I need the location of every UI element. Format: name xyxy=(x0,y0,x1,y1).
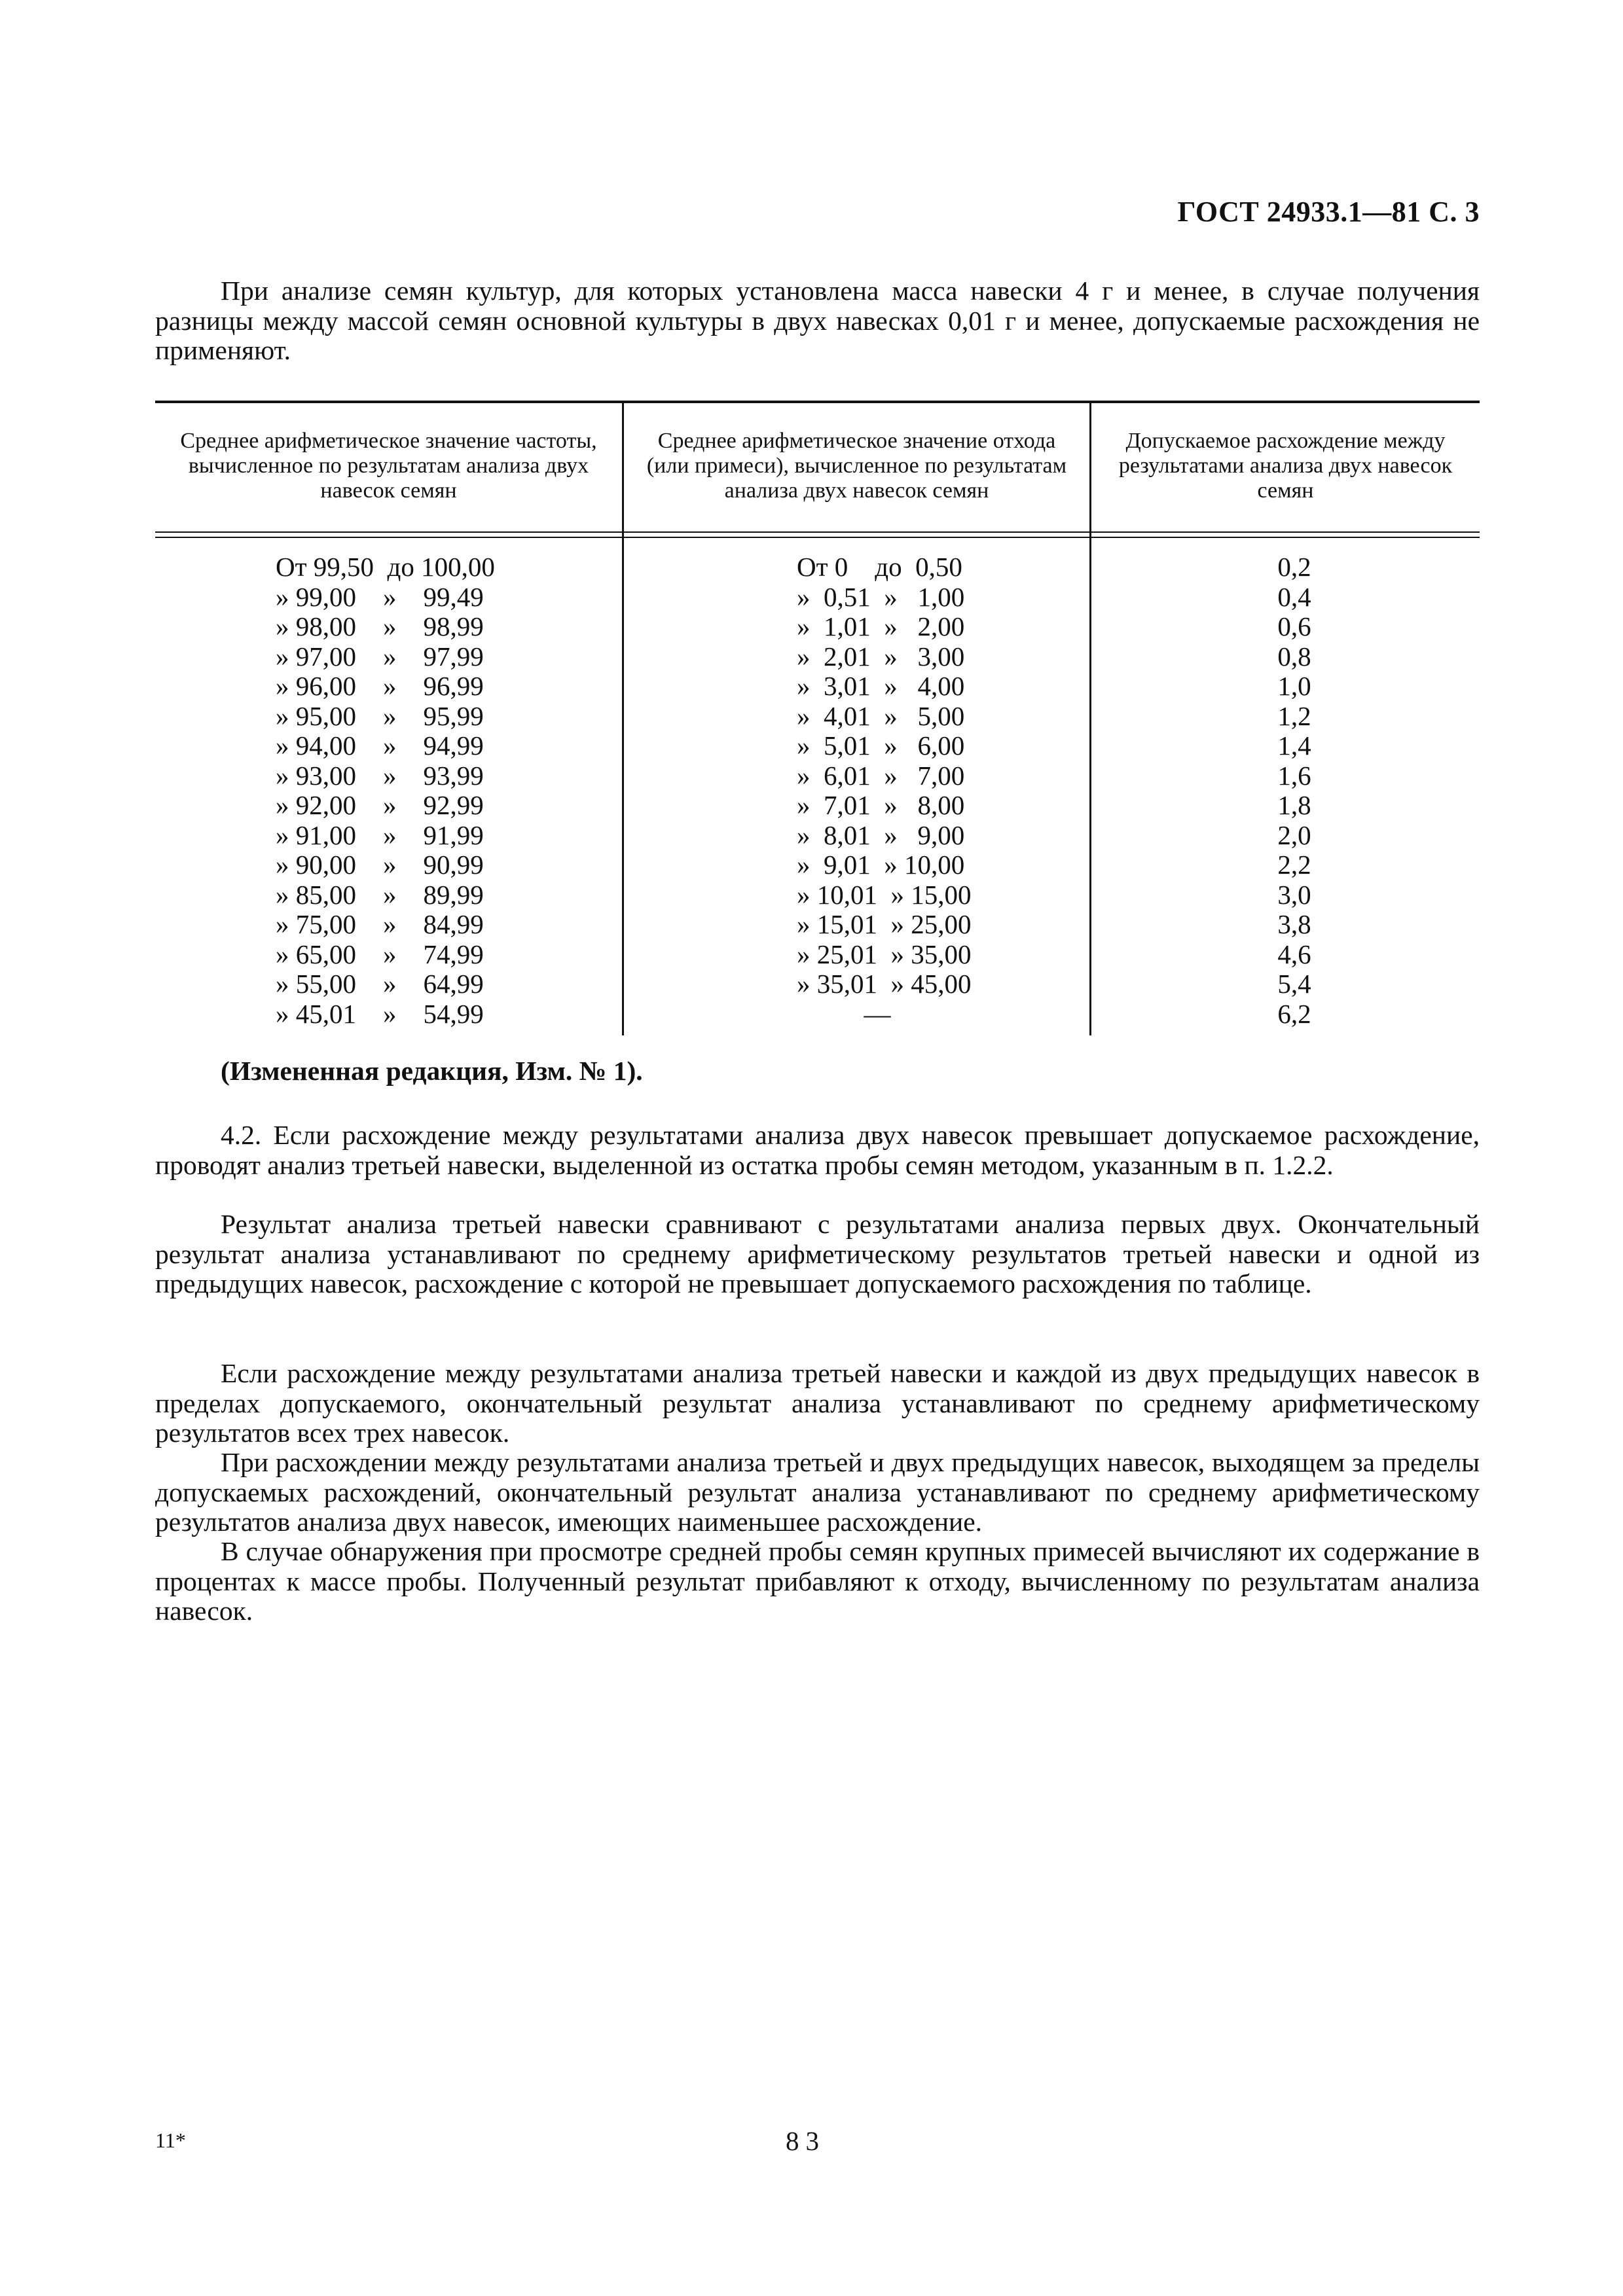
purity-range-cell: » 90,00 » 90,99 xyxy=(276,850,484,880)
tolerance-cell: 4,6 xyxy=(1277,939,1311,969)
tolerance-cell: 0,2 xyxy=(1277,552,1311,582)
purity-range-cell: От 99,50 до 100,00 xyxy=(276,552,495,582)
table-row xyxy=(155,702,1480,732)
waste-range-cell: » 10,01 » 15,00 xyxy=(797,879,972,910)
purity-range-cell: » 75,00 » 84,99 xyxy=(276,909,484,939)
table-row xyxy=(155,880,1480,910)
table-row xyxy=(155,940,1480,970)
paragraph: При расхождении между результатами анализа третьей и двух предыдущих навесок, выходящем за пределы допускаемых расхождений, окончательный результат анализа устанавливают по среднему арифметическому результатов анализа двух навесок, имеющих наименьшее расхождение. xyxy=(155,1447,1480,1537)
sheet-mark: 11* xyxy=(155,2128,186,2152)
table-body xyxy=(155,552,1480,1029)
table-row xyxy=(155,731,1480,761)
paragraph: Результат анализа третьей навески сравнивают с результатами анализа первых двух. Окончательный результат анализа устанавливают по среднему арифметическому результатов третьей навески и одной из предыдущих навесок, расхождение с которой не превышает допускаемого расхождения по таблице. xyxy=(155,1209,1480,1299)
waste-range-cell: — xyxy=(797,998,891,1029)
waste-range-cell: От 0 до 0,50 xyxy=(797,552,962,582)
revision-note: (Измененная редакция, Изм. № 1). xyxy=(221,1056,643,1086)
page-number: 83 xyxy=(786,2126,826,2156)
purity-range-cell: » 92,00 » 92,99 xyxy=(276,790,484,820)
table-row xyxy=(155,999,1480,1030)
table-row xyxy=(155,850,1480,880)
paragraph-4-2: 4.2. Если расхождение между результатами анализа двух навесок превышает допускаемое расхождение, проводят анализ третьей навески, выделенной из остатка пробы семян методом, указанным в п. 1.2.2. xyxy=(155,1120,1480,1180)
purity-range-cell: » 98,00 » 98,99 xyxy=(276,611,484,641)
intro-paragraph: При анализе семян культур, для которых установлена масса навески 4 г и менее, в случае получения разницы между массой семян основной культуры в двух навесках 0,01 г и менее, допускаемые расхождения не применяют. xyxy=(155,276,1480,365)
tolerance-table xyxy=(155,401,1480,1035)
tolerance-cell: 1,8 xyxy=(1277,790,1311,820)
tolerance-cell: 2,0 xyxy=(1277,819,1311,850)
waste-range-cell: » 35,01 » 45,00 xyxy=(797,969,972,999)
waste-range-cell: » 25,01 » 35,00 xyxy=(797,939,972,969)
paragraph: Если расхождение между результатами анализа третьей навески и каждой из двух предыдущих навесок в пределах допускаемого, окончательный результат анализа устанавливают по среднему арифметическому результатов всех трех навесок. xyxy=(155,1358,1480,1448)
waste-range-cell: » 7,01 » 8,00 xyxy=(797,790,965,820)
waste-range-cell: » 4,01 » 5,00 xyxy=(797,700,965,731)
table-row xyxy=(155,642,1480,672)
table-row xyxy=(155,791,1480,821)
waste-range-cell: » 9,01 » 10,00 xyxy=(797,850,965,880)
waste-range-cell: » 0,51 » 1,00 xyxy=(797,581,965,612)
table-row xyxy=(155,672,1480,702)
tolerance-cell: 5,4 xyxy=(1277,969,1311,999)
purity-range-cell: » 95,00 » 95,99 xyxy=(276,700,484,731)
table-header-rule-second xyxy=(155,537,1480,538)
purity-range-cell: » 65,00 » 74,99 xyxy=(276,939,484,969)
tolerance-cell: 1,4 xyxy=(1277,730,1311,761)
purity-range-cell: » 99,00 » 99,49 xyxy=(276,581,484,612)
table-header-cell-waste: Среднее арифметическое значение отхода (или примеси), вычисленное по результатам анализа двух навесок семян xyxy=(646,429,1067,503)
tolerance-cell: 1,6 xyxy=(1277,760,1311,791)
purity-range-cell: » 96,00 » 96,99 xyxy=(276,671,484,701)
waste-range-cell: » 8,01 » 9,00 xyxy=(797,819,965,850)
tolerance-cell: 1,2 xyxy=(1277,700,1311,731)
table-row xyxy=(155,821,1480,851)
purity-range-cell: » 97,00 » 97,99 xyxy=(276,641,484,672)
waste-range-cell: » 3,01 » 4,00 xyxy=(797,671,965,701)
tolerance-cell: 0,6 xyxy=(1277,611,1311,641)
waste-range-cell: » 15,01 » 25,00 xyxy=(797,909,972,939)
tolerance-cell: 0,8 xyxy=(1277,641,1311,672)
table-row xyxy=(155,910,1480,940)
tolerance-cell: 1,0 xyxy=(1277,671,1311,701)
table-row xyxy=(155,612,1480,642)
purity-range-cell: » 55,00 » 64,99 xyxy=(276,969,484,999)
paragraph: В случае обнаружения при просмотре средней пробы семян крупных примесей вычисляют их содержание в процентах к массе пробы. Полученный результат прибавляют к отходу, вычисленному по результатам анализа навесок. xyxy=(155,1536,1480,1626)
purity-range-cell: » 85,00 » 89,99 xyxy=(276,879,484,910)
table-header-cell-tolerance: Допускаемое расхождение между результатами анализа двух навесок семян xyxy=(1118,429,1453,503)
waste-range-cell: » 1,01 » 2,00 xyxy=(797,611,965,641)
tolerance-cell: 3,8 xyxy=(1277,909,1311,939)
waste-range-cell: » 2,01 » 3,00 xyxy=(797,641,965,672)
waste-range-cell: » 5,01 » 6,00 xyxy=(797,730,965,761)
tolerance-cell: 6,2 xyxy=(1277,998,1311,1029)
table-row xyxy=(155,583,1480,613)
table-row xyxy=(155,969,1480,999)
tolerance-cell: 2,2 xyxy=(1277,850,1311,880)
purity-range-cell: » 91,00 » 91,99 xyxy=(276,819,484,850)
purity-range-cell: » 93,00 » 93,99 xyxy=(276,760,484,791)
tolerance-cell: 3,0 xyxy=(1277,879,1311,910)
page-header: ГОСТ 24933.1—81 С. 3 xyxy=(1177,196,1480,228)
waste-range-cell: » 6,01 » 7,00 xyxy=(797,760,965,791)
table-header-cell-purity: Среднее арифметическое значение частоты, вычисленное по результатам анализа двух навесок семян xyxy=(180,429,597,503)
table-row xyxy=(155,761,1480,791)
table-header-rule xyxy=(155,531,1480,533)
purity-range-cell: » 45,01 » 54,99 xyxy=(276,998,484,1029)
tolerance-cell: 0,4 xyxy=(1277,581,1311,612)
purity-range-cell: » 94,00 » 94,99 xyxy=(276,730,484,761)
table-row xyxy=(155,552,1480,583)
